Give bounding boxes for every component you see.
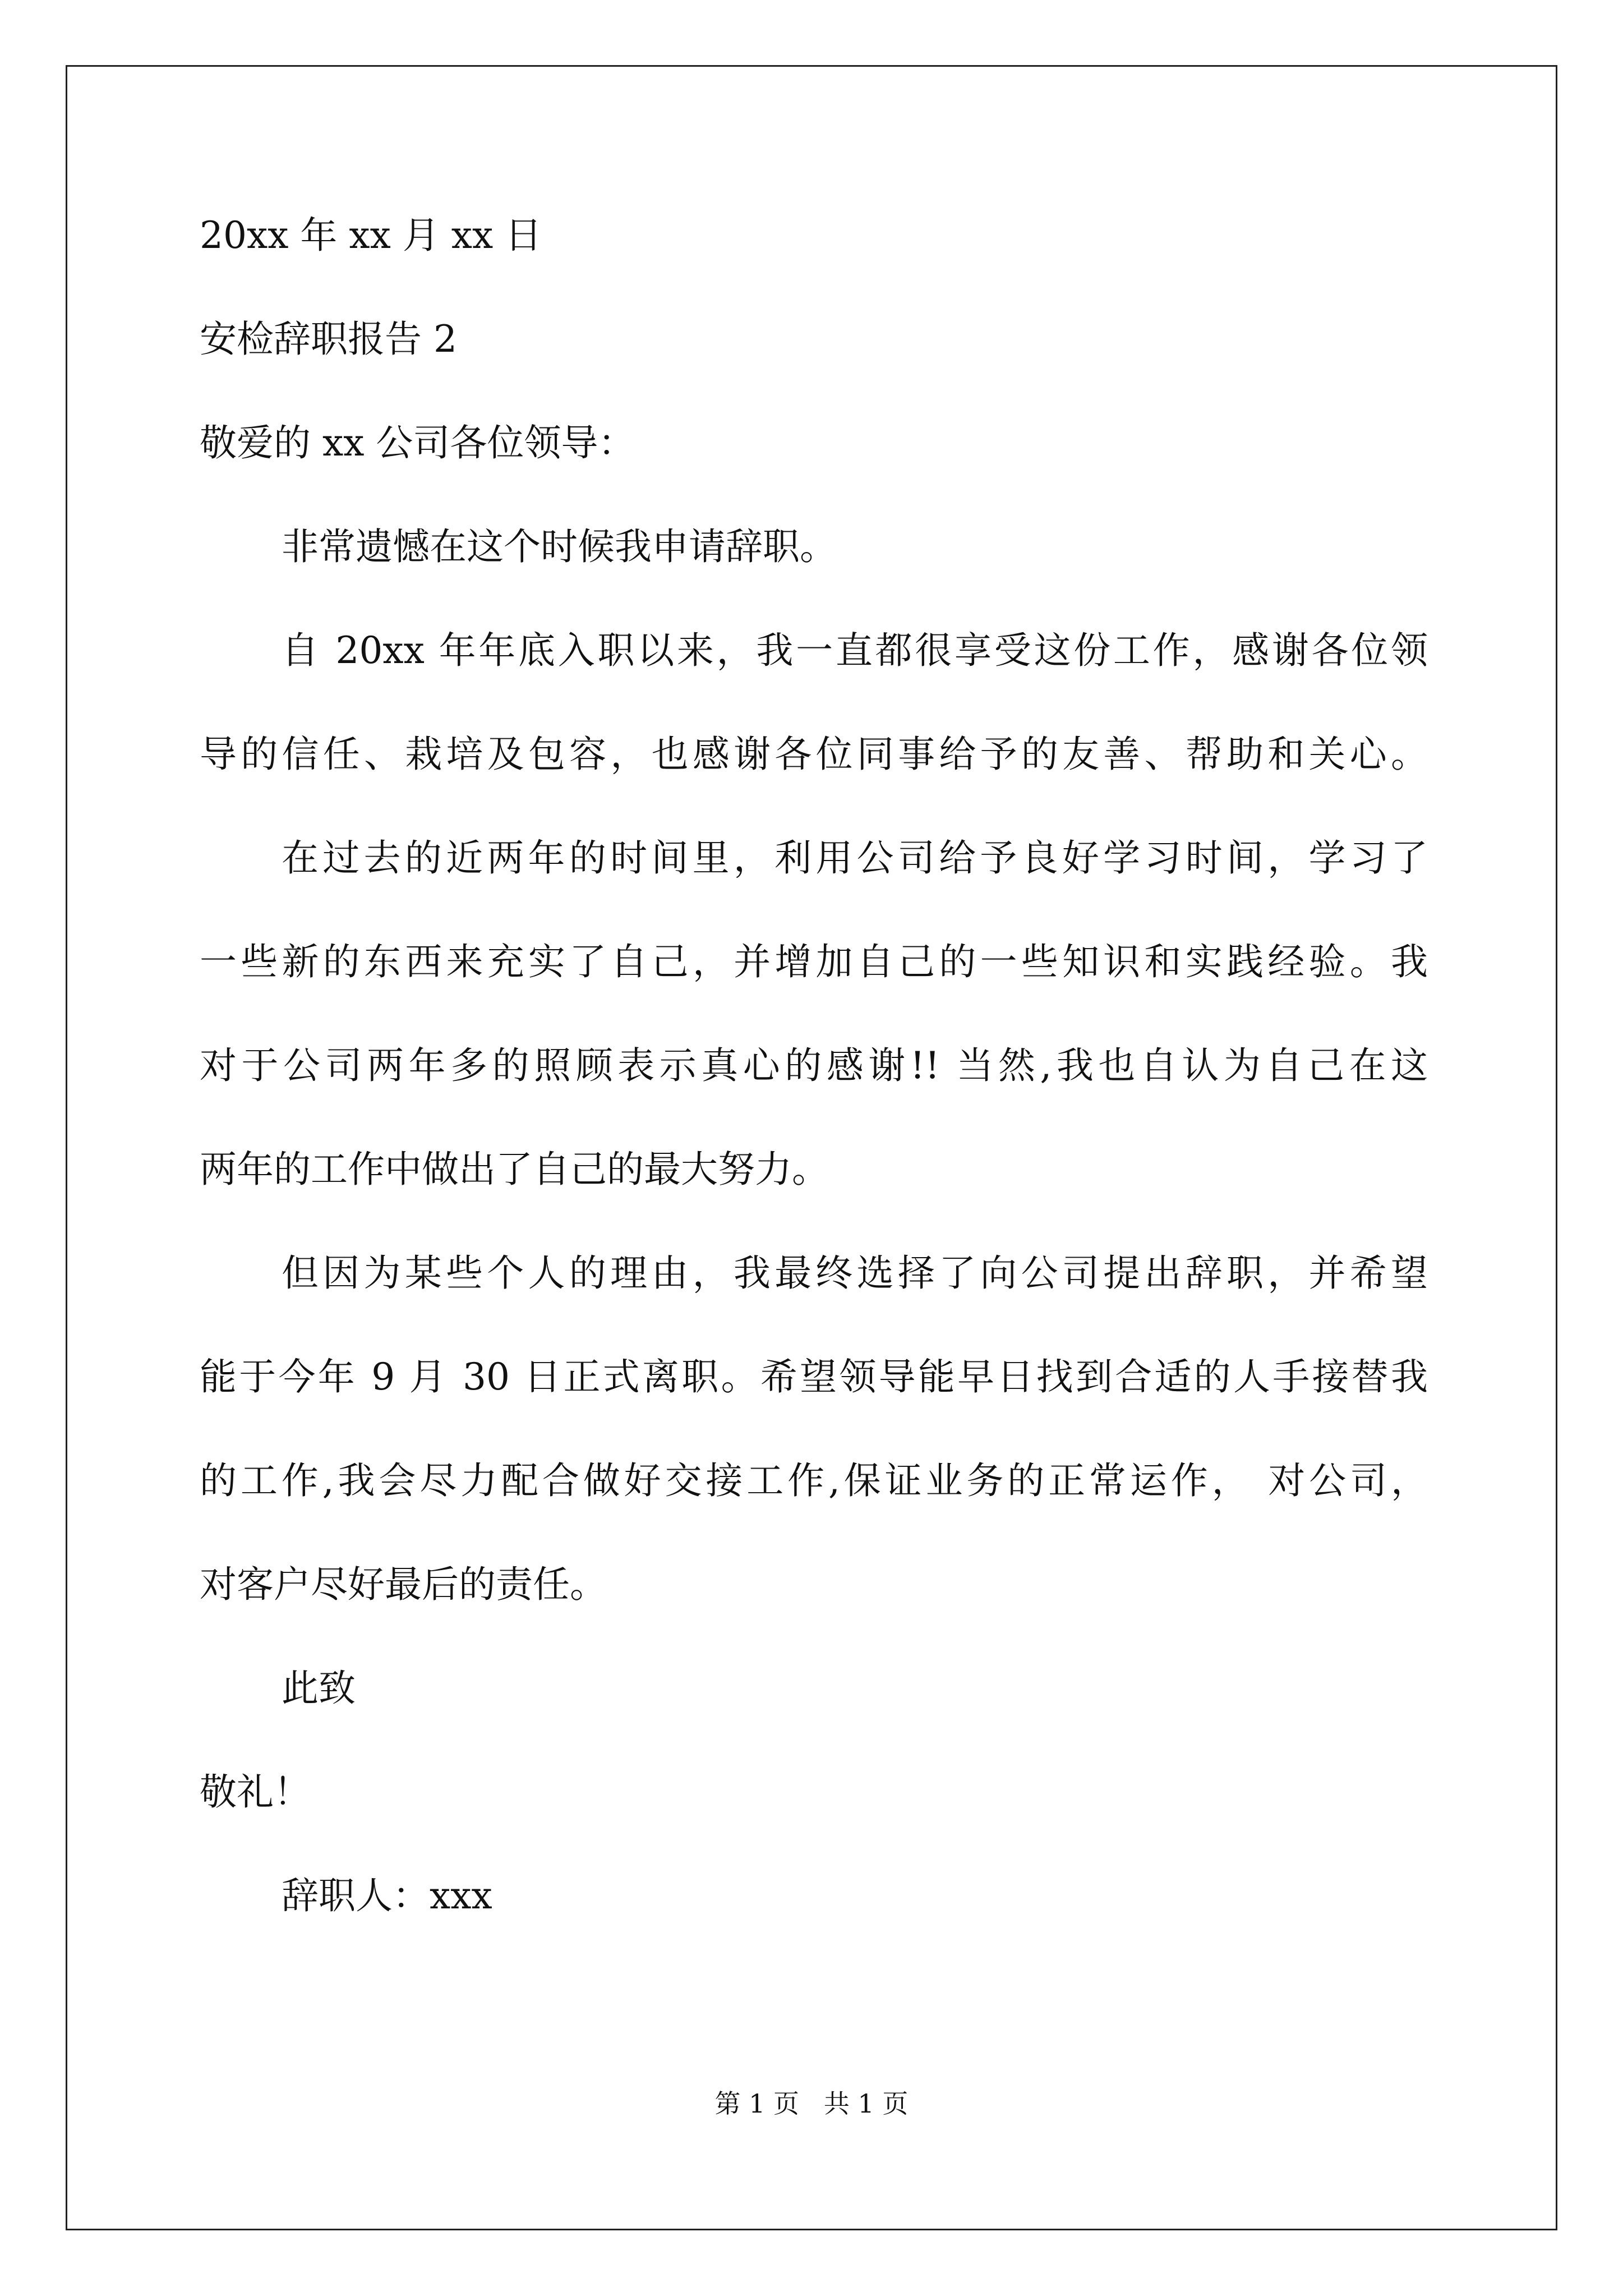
page-number-footer: 第 1 页 共 1 页 [714, 2088, 909, 2119]
document-date: 20xx 年 xx 月 xx 日 [200, 214, 542, 257]
paragraph-1: 非常遗憾在这个时候我申请辞职。 [282, 525, 837, 568]
closing-cizhi: 此致 [282, 1667, 356, 1710]
document-title: 安检辞职报告 2 [200, 318, 457, 361]
paragraph-3-line-2: 一些新的东西来充实了自己，并增加自己的一些知识和实践经验。我 [200, 940, 1428, 983]
paragraph-4-line-3: 的工作,我会尽力配合做好交接工作,保证业务的正常运作， 对公司， [200, 1459, 1428, 1502]
paragraph-4-line-1: 但因为某些个人的理由，我最终选择了向公司提出辞职，并希望 [282, 1251, 1428, 1295]
paragraph-3-line-1: 在过去的近两年的时间里，利用公司给予良好学习时间，学习了 [282, 836, 1428, 880]
paragraph-2-line-2: 导的信任、栽培及包容，也感谢各位同事给予的友善、帮助和关心。 [200, 733, 1428, 776]
paragraph-4-line-2: 能于今年 9 月 30 日正式离职。希望领导能早日找到合适的人手接替我 [200, 1355, 1428, 1398]
paragraph-4-line-4: 对客户尽好最后的责任。 [200, 1563, 607, 1606]
paragraph-2-line-1: 自 20xx 年年底入职以来，我一直都很享受这份工作，感谢各位领 [282, 629, 1428, 672]
signature: 辞职人：xxx [282, 1874, 492, 1917]
closing-jingli: 敬礼！ [200, 1770, 311, 1814]
paragraph-3-line-3: 对于公司两年多的照顾表示真心的感谢!! 当然,我也自认为自己在这 [200, 1044, 1428, 1087]
paragraph-3-line-4: 两年的工作中做出了自己的最大努力。 [200, 1148, 829, 1191]
salutation: 敬爱的 xx 公司各位领导： [200, 421, 635, 464]
